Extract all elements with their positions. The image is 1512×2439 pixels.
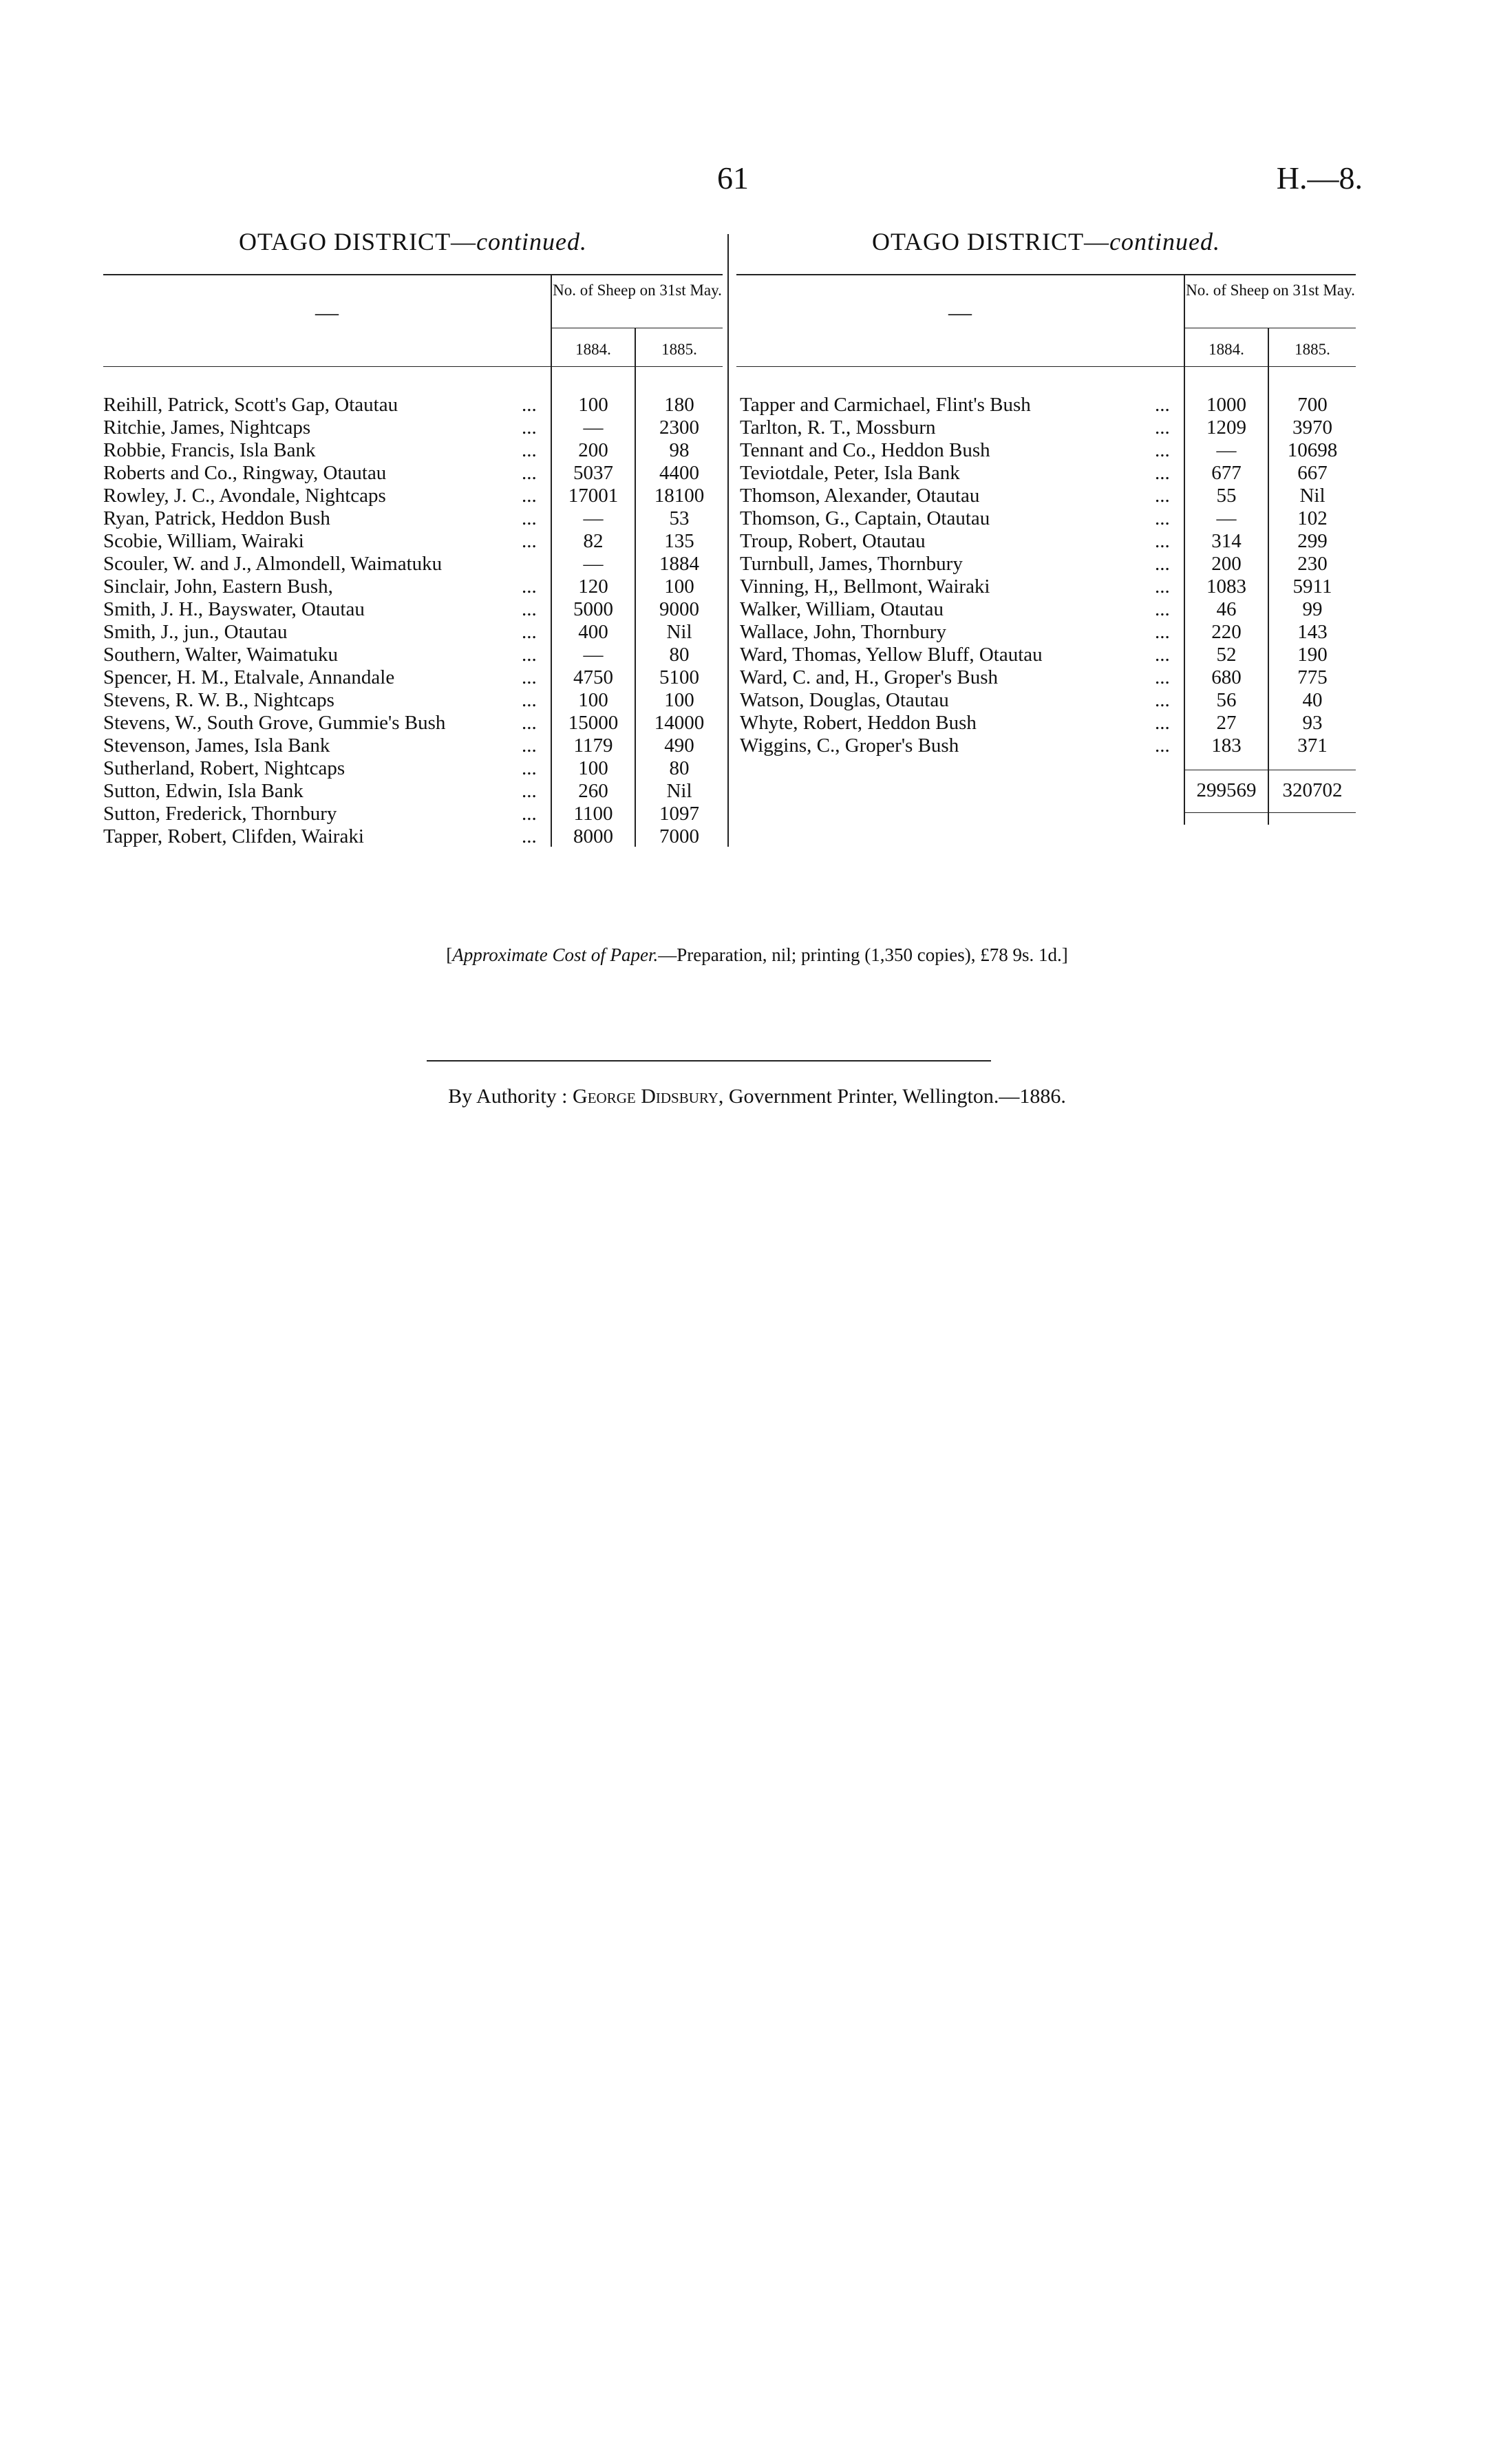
- right-header-group: No. of Sheep on 31st May.: [1186, 282, 1355, 299]
- left-table-row: [103, 666, 723, 689]
- left-row-leader-dots: ...: [522, 666, 537, 688]
- left-row-leader-dots: ...: [522, 689, 537, 711]
- right-row-1884-value: 1083: [1206, 576, 1246, 598]
- authority-prefix: By Authority :: [448, 1085, 573, 1108]
- right-table-row: [740, 485, 1356, 507]
- left-table-row: [103, 621, 723, 644]
- document-code: H.—8.: [1276, 160, 1363, 196]
- right-row-name: Wiggins, C., Groper's Bush: [740, 735, 959, 757]
- right-year1-header: 1884.: [1208, 341, 1244, 358]
- right-row-1885-value: 40: [1302, 689, 1323, 711]
- left-row-leader-dots: ...: [522, 644, 537, 666]
- right-row-leader-dots: ...: [1155, 576, 1170, 598]
- right-title-main: OTAGO DISTRICT—: [871, 228, 1110, 255]
- authority-suffix: , Government Printer, Wellington.—1886.: [718, 1085, 1066, 1108]
- left-table-row: [103, 507, 723, 530]
- left-row-1884-value: 5037: [573, 462, 613, 484]
- left-row-name: Scouler, W. and J., Almondell, Waimatuku: [103, 553, 443, 575]
- right-table-row: [740, 553, 1356, 576]
- right-row-1884-value: 46: [1216, 598, 1237, 620]
- right-row-1884-value: 220: [1211, 621, 1242, 643]
- right-totals-bottom-rule: [1185, 812, 1356, 813]
- left-row-1884-value: 120: [578, 576, 608, 598]
- left-row-1884-value: 15000: [568, 712, 619, 734]
- left-table-row: [103, 439, 723, 462]
- left-row-name: Smith, J. H., Bayswater, Otautau: [103, 598, 365, 620]
- right-row-1885-value: 190: [1297, 644, 1328, 666]
- left-year2-header: 1885.: [661, 341, 697, 358]
- left-table-row: [103, 576, 723, 598]
- left-row-leader-dots: ...: [522, 462, 537, 484]
- left-table-row: [103, 553, 723, 576]
- right-row-1885-value: Nil: [1299, 485, 1325, 507]
- right-row-1885-value: 102: [1297, 507, 1328, 529]
- left-row-1885-value: 1884: [659, 553, 699, 575]
- right-row-1884-value: 677: [1211, 462, 1242, 484]
- left-row-name: Robbie, Francis, Isla Bank: [103, 439, 316, 461]
- left-name-header: —: [315, 300, 339, 326]
- approximate-cost-note: [206, 944, 1308, 966]
- right-row-leader-dots: ...: [1155, 689, 1170, 711]
- right-table-row: [740, 462, 1356, 485]
- left-row-1884-value: 1100: [573, 803, 613, 825]
- right-row-name: Turnbull, James, Thornbury: [740, 553, 963, 575]
- left-row-leader-dots: ...: [522, 621, 537, 643]
- left-row-name: Sutton, Edwin, Isla Bank: [103, 780, 304, 802]
- left-row-1885-value: 490: [664, 735, 694, 757]
- left-row-1885-value: 18100: [654, 485, 705, 507]
- right-row-name: Wallace, John, Thornbury: [740, 621, 946, 643]
- left-table-row: [103, 462, 723, 485]
- right-row-1884-value: 52: [1216, 644, 1237, 666]
- left-row-name: Roberts and Co., Ringway, Otautau: [103, 462, 387, 484]
- left-row-leader-dots: ...: [522, 825, 537, 847]
- right-row-1885-value: 371: [1297, 735, 1328, 757]
- left-row-1885-value: Nil: [666, 621, 692, 643]
- left-row-name: Sutherland, Robert, Nightcaps: [103, 757, 345, 779]
- left-table-row: [103, 644, 723, 666]
- cost-label: Approximate Cost of Paper.: [452, 944, 659, 965]
- right-row-leader-dots: ...: [1155, 394, 1170, 416]
- cost-bracket-open: [: [446, 944, 453, 965]
- left-table-row: [103, 598, 723, 621]
- left-row-1884-value: 5000: [573, 598, 613, 620]
- left-row-1884-value: —: [583, 416, 604, 439]
- left-header-bottom-rule: [103, 366, 723, 367]
- left-row-1885-value: 53: [669, 507, 690, 529]
- left-row-1884-value: —: [583, 553, 604, 575]
- left-table-row: [103, 803, 723, 825]
- left-table-row: [103, 689, 723, 712]
- right-table-row: [740, 598, 1356, 621]
- right-row-name: Whyte, Robert, Heddon Bush: [740, 712, 977, 734]
- left-row-1885-value: 180: [664, 394, 694, 416]
- left-row-1884-value: 260: [578, 780, 608, 802]
- left-table-row: [103, 780, 723, 803]
- right-table-row: [740, 530, 1356, 553]
- left-row-leader-dots: ...: [522, 416, 537, 439]
- right-row-name: Tarlton, R. T., Mossburn: [740, 416, 936, 439]
- right-row-1885-value: 10698: [1287, 439, 1338, 461]
- right-row-1884-value: 200: [1211, 553, 1242, 575]
- right-row-name: Watson, Douglas, Otautau: [740, 689, 949, 711]
- left-row-name: Sinclair, John, Eastern Bush,: [103, 576, 333, 598]
- left-table-row: [103, 416, 723, 439]
- cost-bracket-close: ]: [1061, 944, 1068, 965]
- left-row-leader-dots: ...: [522, 394, 537, 416]
- left-row-1884-value: 1179: [573, 735, 613, 757]
- left-row-1885-value: 1097: [659, 803, 699, 825]
- right-table-row: [740, 394, 1356, 416]
- right-row-leader-dots: ...: [1155, 644, 1170, 666]
- right-total-1885: 320702: [1282, 779, 1343, 801]
- left-row-1885-value: 14000: [654, 712, 705, 734]
- left-row-1884-value: 17001: [568, 485, 619, 507]
- right-table-row: [740, 644, 1356, 666]
- left-row-name: Southern, Walter, Waimatuku: [103, 644, 339, 666]
- right-row-leader-dots: ...: [1155, 507, 1170, 529]
- left-row-leader-dots: ...: [522, 598, 537, 620]
- left-row-leader-dots: ...: [522, 507, 537, 529]
- right-table-row: [740, 735, 1356, 757]
- left-row-name: Rowley, J. C., Avondale, Nightcaps: [103, 485, 386, 507]
- right-row-leader-dots: ...: [1155, 439, 1170, 461]
- right-table-row: [740, 712, 1356, 735]
- left-row-1885-value: 80: [669, 757, 690, 779]
- left-row-leader-dots: ...: [522, 735, 537, 757]
- right-row-leader-dots: ...: [1155, 485, 1170, 507]
- right-row-name: Walker, William, Otautau: [740, 598, 944, 620]
- left-row-leader-dots: ...: [522, 757, 537, 779]
- left-row-1885-value: 100: [664, 576, 694, 598]
- printer-authority-line: [206, 1085, 1308, 1108]
- right-row-name: Thomson, G., Captain, Otautau: [740, 507, 990, 529]
- right-row-leader-dots: ...: [1155, 712, 1170, 734]
- left-row-1885-value: 135: [664, 530, 694, 552]
- left-year1-header: 1884.: [575, 341, 611, 358]
- left-table-top-rule: [103, 274, 723, 275]
- right-row-1885-value: 99: [1302, 598, 1323, 620]
- left-table-row: [103, 757, 723, 780]
- left-row-name: Tapper, Robert, Clifden, Wairaki: [103, 825, 364, 847]
- left-row-1885-value: 5100: [659, 666, 699, 688]
- right-total-1884: 299569: [1196, 779, 1257, 801]
- left-table-row: [103, 394, 723, 416]
- right-row-1884-value: 680: [1211, 666, 1242, 688]
- right-table-row: [740, 621, 1356, 644]
- page-number: 61: [717, 160, 749, 196]
- right-header-bottom-rule: [736, 366, 1356, 367]
- left-row-leader-dots: ...: [522, 803, 537, 825]
- left-row-name: Stevens, R. W. B., Nightcaps: [103, 689, 334, 711]
- left-row-1884-value: 200: [578, 439, 608, 461]
- left-row-1884-value: —: [583, 644, 604, 666]
- left-row-name: Smith, J., jun., Otautau: [103, 621, 288, 643]
- right-row-1885-value: 143: [1297, 621, 1328, 643]
- left-row-1884-value: 400: [578, 621, 608, 643]
- left-table-row: [103, 485, 723, 507]
- left-row-name: Spencer, H. M., Etalvale, Annandale: [103, 666, 395, 688]
- right-row-leader-dots: ...: [1155, 416, 1170, 439]
- right-table-row: [740, 666, 1356, 689]
- left-table-row: [103, 712, 723, 735]
- left-row-1885-value: 100: [664, 689, 694, 711]
- right-table-row: [740, 416, 1356, 439]
- right-table-row: [740, 507, 1356, 530]
- right-row-leader-dots: ...: [1155, 598, 1170, 620]
- left-row-name: Reihill, Patrick, Scott's Gap, Otautau: [103, 394, 398, 416]
- left-row-1885-value: 7000: [659, 825, 699, 847]
- left-row-name: Scobie, William, Wairaki: [103, 530, 304, 552]
- left-row-name: Stevenson, James, Isla Bank: [103, 735, 330, 757]
- left-row-1885-value: Nil: [666, 780, 692, 802]
- right-totals-row: [1185, 779, 1356, 802]
- left-row-1884-value: 100: [578, 394, 608, 416]
- right-row-name: Vinning, H,, Bellmont, Wairaki: [740, 576, 990, 598]
- right-row-leader-dots: ...: [1155, 621, 1170, 643]
- left-row-1884-value: —: [583, 507, 604, 529]
- left-row-leader-dots: ...: [522, 439, 537, 461]
- right-row-1884-value: 1000: [1206, 394, 1246, 416]
- right-row-name: Troup, Robert, Otautau: [740, 530, 926, 552]
- left-row-leader-dots: ...: [522, 485, 537, 507]
- right-row-leader-dots: ...: [1155, 735, 1170, 757]
- printer-name: George Didsbury: [573, 1085, 718, 1108]
- left-row-name: Sutton, Frederick, Thornbury: [103, 803, 337, 825]
- right-row-1885-value: 299: [1297, 530, 1328, 552]
- left-row-1884-value: 4750: [573, 666, 613, 688]
- cost-text: —Preparation, nil; printing (1,350 copies), £78 9s. 1d.: [658, 944, 1062, 965]
- left-row-leader-dots: ...: [522, 712, 537, 734]
- left-title-main: OTAGO DISTRICT—: [238, 228, 477, 255]
- right-table-row: [740, 576, 1356, 598]
- center-divider: [727, 234, 729, 847]
- right-row-1884-value: 56: [1216, 689, 1237, 711]
- right-row-name: Teviotdale, Peter, Isla Bank: [740, 462, 960, 484]
- right-row-name: Tennant and Co., Heddon Bush: [740, 439, 990, 461]
- left-row-1884-value: 100: [578, 689, 608, 711]
- left-row-leader-dots: ...: [522, 530, 537, 552]
- left-row-1884-value: 8000: [573, 825, 613, 847]
- left-table-row: [103, 735, 723, 757]
- right-row-leader-dots: ...: [1155, 553, 1170, 575]
- left-row-name: Ryan, Patrick, Heddon Bush: [103, 507, 330, 529]
- right-title-continued: continued.: [1109, 228, 1221, 255]
- left-row-1885-value: 9000: [659, 598, 699, 620]
- right-row-1885-value: 5911: [1292, 576, 1332, 598]
- left-row-leader-dots: ...: [522, 576, 537, 598]
- right-row-1884-value: 314: [1211, 530, 1242, 552]
- left-row-1885-value: 4400: [659, 462, 699, 484]
- right-year2-header: 1885.: [1295, 341, 1330, 358]
- left-row-leader-dots: ...: [522, 780, 537, 802]
- left-row-1884-value: 100: [578, 757, 608, 779]
- right-row-name: Tapper and Carmichael, Flint's Bush: [740, 394, 1031, 416]
- right-row-1885-value: 230: [1297, 553, 1328, 575]
- left-row-1885-value: 98: [669, 439, 690, 461]
- left-row-1884-value: 82: [583, 530, 604, 552]
- left-header-group: No. of Sheep on 31st May.: [553, 282, 722, 299]
- right-row-1884-value: 27: [1216, 712, 1237, 734]
- right-row-1885-value: 3970: [1292, 416, 1332, 439]
- right-row-1885-value: 93: [1302, 712, 1323, 734]
- right-row-1884-value: —: [1216, 439, 1237, 461]
- right-row-1884-value: 183: [1211, 735, 1242, 757]
- right-name-header: —: [948, 300, 972, 326]
- right-row-leader-dots: ...: [1155, 462, 1170, 484]
- left-column-title: [103, 227, 723, 256]
- right-row-name: Ward, Thomas, Yellow Bluff, Otautau: [740, 644, 1043, 666]
- left-row-1885-value: 80: [669, 644, 690, 666]
- authority-rule: [427, 1060, 991, 1062]
- right-row-leader-dots: ...: [1155, 666, 1170, 688]
- left-table-row: [103, 825, 723, 848]
- right-row-1885-value: 700: [1297, 394, 1328, 416]
- left-title-continued: continued.: [476, 228, 588, 255]
- left-row-1885-value: 2300: [659, 416, 699, 439]
- right-table-row: [740, 439, 1356, 462]
- right-row-1884-value: —: [1216, 507, 1237, 529]
- right-row-1885-value: 775: [1297, 666, 1328, 688]
- right-row-name: Ward, C. and, H., Groper's Bush: [740, 666, 999, 688]
- right-row-1884-value: 55: [1216, 485, 1237, 507]
- right-row-name: Thomson, Alexander, Otautau: [740, 485, 980, 507]
- right-row-1885-value: 667: [1297, 462, 1328, 484]
- right-row-leader-dots: ...: [1155, 530, 1170, 552]
- right-row-1884-value: 1209: [1206, 416, 1246, 439]
- right-table-top-rule: [736, 274, 1356, 275]
- left-row-name: Ritchie, James, Nightcaps: [103, 416, 311, 439]
- right-table-row: [740, 689, 1356, 712]
- left-row-name: Stevens, W., South Grove, Gummie's Bush: [103, 712, 446, 734]
- right-column-title: [736, 227, 1356, 256]
- left-table-row: [103, 530, 723, 553]
